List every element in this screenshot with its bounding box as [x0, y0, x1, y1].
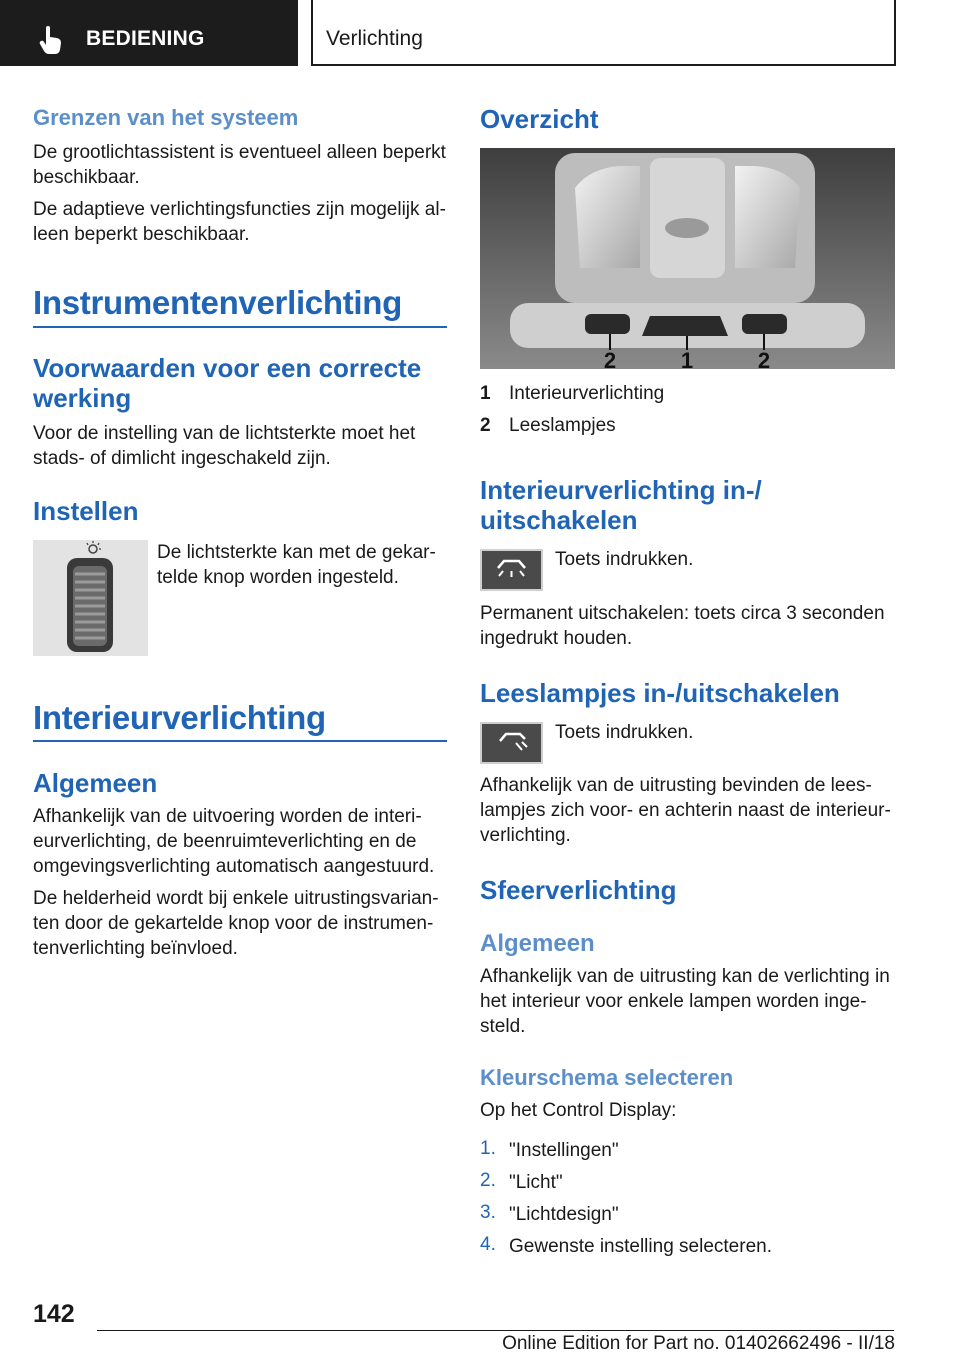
text-line: Permanent uitschakelen: toets circa 3 seconden	[480, 603, 885, 624]
text-line: ten door de gekartelde knop voor de instrumen-	[33, 913, 434, 934]
limits-paragraph-2	[33, 197, 446, 247]
overhead-console-image	[480, 148, 895, 369]
color-scheme-intro: Op het Control Display:	[480, 1100, 677, 1121]
text-line: telde knop worden ingesteld.	[157, 567, 399, 588]
edition-note: Online Edition for Part no. 01402662496 - II/18	[502, 1333, 895, 1354]
section-tab[interactable]	[0, 0, 298, 66]
callout-center: 1	[680, 348, 694, 369]
legend-text: Interieurverlichting	[509, 383, 665, 404]
step-number: 3.	[480, 1202, 496, 1223]
text-line: Afhankelijk van de uitrusting kan de verlichting in	[480, 966, 890, 987]
text-line: Voor de instelling van de lichtsterkte moet het	[33, 423, 416, 444]
interior-switch-action: Toets indrukken.	[555, 549, 694, 570]
callout-left: 2	[603, 348, 617, 369]
text-line: leen beperkt beschikbaar.	[33, 224, 250, 245]
step-text: Gewenste instelling selecteren.	[509, 1236, 772, 1257]
text-line: De helderheid wordt bij enkele uitrustingsvarian-	[33, 888, 439, 909]
reading-light-button-icon	[480, 722, 543, 764]
step-number: 2.	[480, 1170, 496, 1191]
interior-switch-paragraph	[480, 601, 885, 651]
heading-rule	[33, 740, 447, 742]
step-text: "Instellingen"	[509, 1140, 619, 1161]
knob-illustration	[33, 540, 148, 656]
heading-line: werking	[33, 383, 132, 413]
heading-line: uitschakelen	[480, 505, 638, 535]
text-line: stads- of dimlicht ingeschakeld zijn.	[33, 448, 331, 469]
heading-line: Interieurverlichting in-/	[480, 475, 762, 505]
step-number: 1.	[480, 1138, 496, 1159]
reading-lights-heading: Leeslampjes in-/uitschakelen	[480, 678, 840, 708]
color-scheme-heading: Kleurschema selecteren	[480, 1065, 734, 1090]
heading-line: Voorwaarden voor een correcte	[33, 353, 422, 383]
legend-number: 1	[480, 383, 491, 404]
reading-lights-action: Toets indrukken.	[555, 722, 694, 743]
text-line: beschikbaar.	[33, 167, 140, 188]
footer-rule	[97, 1330, 894, 1331]
text-line: het interieur voor enkele lampen worden inge-	[480, 991, 867, 1012]
general-paragraph-2	[33, 886, 439, 961]
text-line: eurverlichting, de beenruimteverlichting en de	[33, 831, 417, 852]
heading-rule	[33, 326, 447, 328]
conditions-heading	[33, 353, 421, 413]
general-heading: Algemeen	[33, 768, 158, 798]
limits-heading: Grenzen van het systeem	[33, 105, 299, 130]
chapter-header	[311, 0, 896, 66]
knurled-knob-image	[33, 540, 148, 656]
ambient-lighting-heading: Sfeerverlichting	[480, 875, 677, 905]
step-text: "Lichtdesign"	[509, 1204, 619, 1225]
text-line: verlichting.	[480, 825, 571, 846]
text-line: Afhankelijk van de uitrusting bevinden de lees-	[480, 775, 872, 796]
interior-light-button-icon	[480, 549, 543, 591]
text-line: De lichtsterkte kan met de gekar-	[157, 542, 436, 563]
dome-light-icon	[482, 551, 541, 589]
step-number: 4.	[480, 1234, 496, 1255]
interior-switch-heading	[480, 475, 762, 535]
chapter-label: Verlichting	[326, 27, 423, 50]
conditions-paragraph	[33, 421, 415, 471]
limits-paragraph-1	[33, 140, 446, 190]
ambient-general-paragraph	[480, 964, 890, 1039]
text-line: De grootlichtassistent is eventueel alleen beperkt	[33, 142, 446, 163]
section-label: BEDIENING	[86, 27, 205, 50]
page-number: 142	[33, 1300, 75, 1328]
setting-paragraph	[157, 540, 436, 590]
text-line: omgevingsverlichting automatisch aangestuurd.	[33, 856, 435, 877]
text-line: Afhankelijk van de uitvoering worden de interi-	[33, 806, 422, 827]
text-line: ingedrukt houden.	[480, 628, 633, 649]
ambient-general-heading: Algemeen	[480, 930, 595, 957]
interior-lighting-heading: Interieurverlichting	[33, 699, 326, 736]
legend-text: Leeslampjes	[509, 415, 616, 436]
instrument-lighting-heading: Instrumentenverlichting	[33, 284, 402, 321]
general-paragraph-1	[33, 804, 434, 879]
legend-number: 2	[480, 415, 491, 436]
callout-right: 2	[757, 348, 771, 369]
overhead-console-illustration	[480, 148, 895, 369]
overview-heading: Overzicht	[480, 104, 599, 134]
text-line: De adaptieve verlichtingsfuncties zijn mogelijk al-	[33, 199, 446, 220]
text-line: steld.	[480, 1016, 526, 1037]
text-line: tenverlichting beïnvloed.	[33, 938, 238, 959]
setting-heading: Instellen	[33, 496, 139, 526]
text-line: lampjes zich voor- en achterin naast de interieur-	[480, 800, 891, 821]
hand-pointer-icon	[38, 26, 64, 54]
reading-light-icon	[482, 724, 541, 762]
reading-lights-paragraph	[480, 773, 891, 848]
step-text: "Licht"	[509, 1172, 563, 1193]
